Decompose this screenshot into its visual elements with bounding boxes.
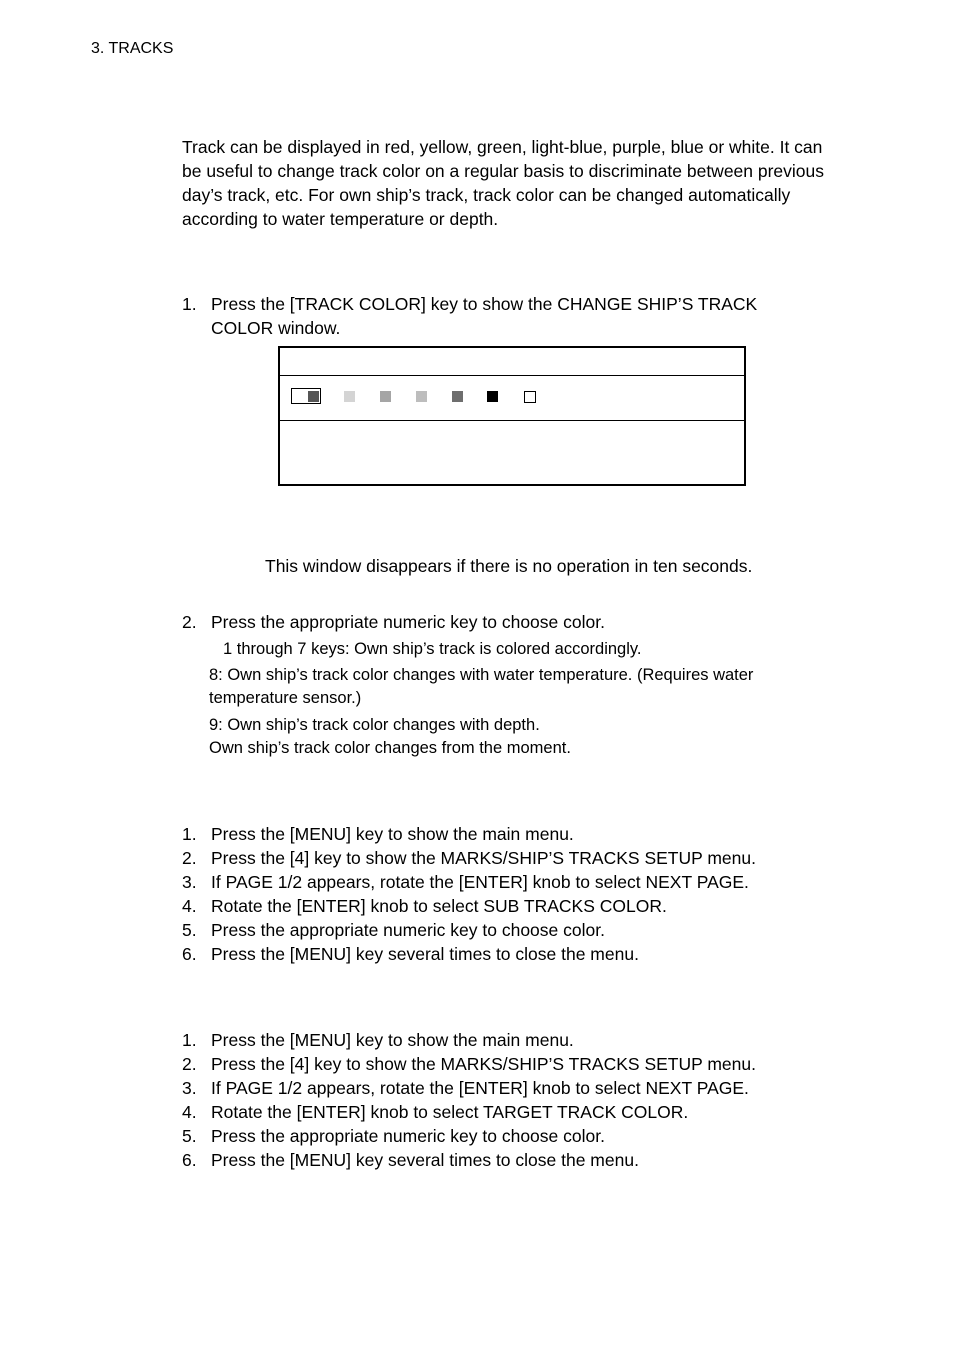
step-text: Press the [4] key to show the MARKS/SHIP’S TRACKS SETUP menu. [211, 1054, 756, 1074]
step-number: 4. [182, 1102, 197, 1122]
swatch-color-4[interactable] [416, 391, 427, 402]
step-number: 1. [182, 1030, 197, 1050]
step-number: 6. [182, 1150, 197, 1170]
step-text: If PAGE 1/2 appears, rotate the [ENTER] knob to select NEXT PAGE. [211, 872, 749, 892]
change-track-color-window [278, 346, 746, 486]
step-number: 3. [182, 1078, 197, 1098]
window-timeout-note: This window disappears if there is no operation in ten seconds. [265, 556, 753, 576]
window-title-bar [280, 348, 744, 376]
step-number: 1. [182, 824, 197, 844]
intro-paragraph: Track can be displayed in red, yellow, green, light-blue, purple, blue or white. It can be useful to change track color on a regular basis to discriminate between previous day’s track, etc. For own ship’s track, track color can be changed automatically according to water temperature or depth. [182, 137, 825, 229]
swatch-color-3[interactable] [380, 391, 391, 402]
step-text: Press the [MENU] key several times to close the menu. [211, 1150, 639, 1170]
step-text: Press the [MENU] key several times to close the menu. [211, 944, 639, 964]
step-text: Press the appropriate numeric key to choose color. [211, 1126, 605, 1146]
step-number: 3. [182, 872, 197, 892]
swatch-color-5[interactable] [452, 391, 463, 402]
step-text: Press the [MENU] key to show the main menu. [211, 1030, 574, 1050]
step-number: 2. [182, 848, 197, 868]
sub-note-4: Own ship’s track color changes from the moment. [209, 739, 571, 757]
step-text: Rotate the [ENTER] knob to select SUB TRACKS COLOR. [211, 896, 667, 916]
step-number: 6. [182, 944, 197, 964]
step-number: 2. [182, 612, 197, 632]
step-text: Press the appropriate numeric key to choose color. [211, 920, 605, 940]
step-text: Press the [TRACK COLOR] key to show the CHANGE SHIP’S TRACK COLOR window. [211, 294, 758, 338]
step-number: 2. [182, 1054, 197, 1074]
step-number: 5. [182, 920, 197, 940]
swatch-color-6[interactable] [487, 391, 498, 402]
step-number: 4. [182, 896, 197, 916]
step-text: If PAGE 1/2 appears, rotate the [ENTER] knob to select NEXT PAGE. [211, 1078, 749, 1098]
sub-note-1: 1 through 7 keys: Own ship’s track is colored accordingly. [223, 640, 642, 658]
swatch-color-1[interactable] [308, 391, 319, 402]
step-text: Press the [4] key to show the MARKS/SHIP’S TRACKS SETUP menu. [211, 848, 756, 868]
sub-note-3: 9: Own ship’s track color changes with depth. [209, 716, 540, 734]
step-text: Press the appropriate numeric key to choose color. [211, 612, 605, 632]
step-text: Press the [MENU] key to show the main menu. [211, 824, 574, 844]
sub-note-2: 8: Own ship’s track color changes with water temperature. (Requires water temperature sensor.) [209, 666, 754, 707]
step-text: Rotate the [ENTER] knob to select TARGET TRACK COLOR. [211, 1102, 689, 1122]
section-header: 3. TRACKS [91, 40, 174, 57]
step-number: 5. [182, 1126, 197, 1146]
color-swatch-row [280, 376, 744, 421]
step-number: 1. [182, 294, 197, 314]
swatch-color-7[interactable] [524, 391, 536, 403]
swatch-color-2[interactable] [344, 391, 355, 402]
